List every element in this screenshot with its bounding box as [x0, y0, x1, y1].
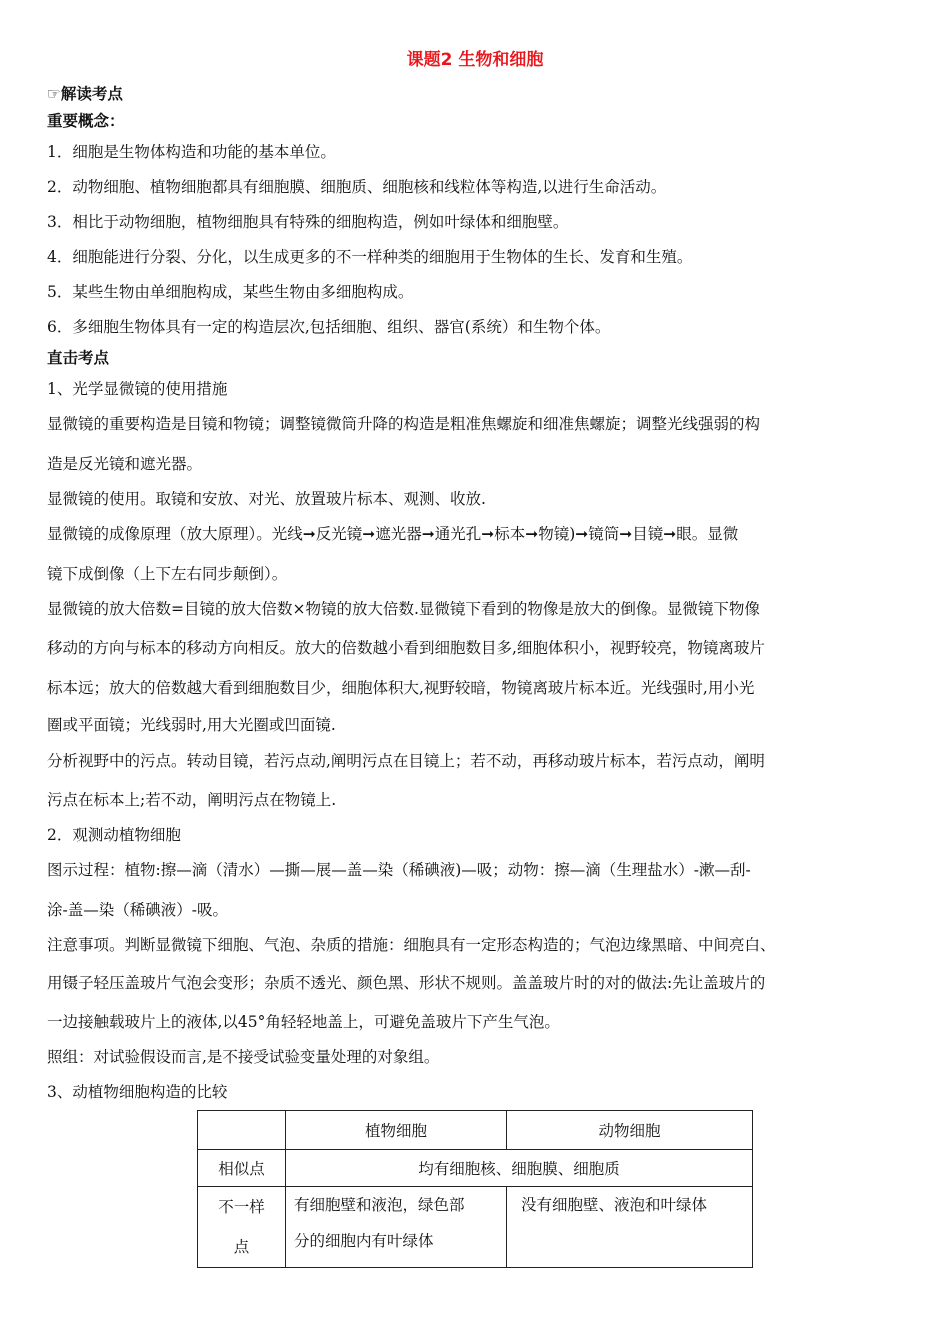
page-title: 课题2 生物和细胞: [406, 50, 544, 70]
point1-heading: 1、光学显微镜的使用措施: [47, 380, 228, 398]
concept-item: 4．细胞能进行分裂、分化，以生成更多的不一样种类的细胞用于生物体的生长、发育和生殖。: [47, 248, 693, 266]
table-cell-label: [198, 1187, 286, 1268]
paragraph-line: 显微镜的重要构造是目镜和物镜；调整镜微筒升降的构造是粗准焦螺旋和细准焦螺旋；调整光线强弱的构: [47, 415, 761, 433]
paragraph-line: 标本远；放大的倍数越大看到细胞数目少，细胞体积大,视野较暗，物镜离玻片标本近。光线强时,用小光: [47, 679, 755, 697]
section-read-heading: ☞解读考点: [47, 85, 123, 103]
table-cell-label: 相似点: [198, 1150, 286, 1187]
paragraph-line: 污点在标本上;若不动，阐明污点在物镜上.: [47, 791, 337, 809]
points-heading: 直击考点: [47, 349, 110, 367]
table-header-cell: [198, 1111, 286, 1150]
concept-item: 1．细胞是生物体构造和功能的基本单位。: [47, 143, 336, 161]
paragraph-line: 圈或平面镜；光线弱时,用大光圈或凹面镜.: [47, 716, 336, 734]
paragraph-line: 显微镜的使用。取镜和安放、对光、放置玻片标本、观测、收放.: [47, 490, 486, 508]
paragraph-line: 照组：对试验假设而言,是不接受试验变量处理的对象组。: [47, 1048, 440, 1066]
table-header-row: [198, 1111, 753, 1150]
comparison-table: [197, 1110, 753, 1268]
concept-item: 6．多细胞生物体具有一定的构造层次,包括细胞、组织、器官(系统）和生物个体。: [47, 318, 611, 336]
paragraph-line: 显微镜的成像原理（放大原理）。光线➞反光镜➞遮光器➞通光孔➞标本➞物镜)➞镜筒➞目镜➞眼。显微: [47, 525, 739, 543]
table-row: [198, 1150, 753, 1187]
table-row: [198, 1187, 753, 1268]
point2-heading: 2．观测动植物细胞: [47, 826, 181, 844]
table-cell-line: 有细胞壁和液泡，绿色部: [294, 1196, 465, 1214]
table-cell: 均有细胞核、细胞膜、细胞质: [286, 1150, 753, 1187]
concept-item: 5．某些生物由单细胞构成，某些生物由多细胞构成。: [47, 283, 414, 301]
table-cell: [286, 1187, 507, 1268]
paragraph-line: 注意事项。判断显微镜下细胞、气泡、杂质的措施：细胞具有一定形态构造的；气泡边缘黑暗、中间亮白、: [47, 936, 776, 954]
paragraph-line: 分析视野中的污点。转动目镜，若污点动,阐明污点在目镜上；若不动，再移动玻片标本，若污点动，阐明: [47, 752, 765, 770]
table-cell-line: 分的细胞内有叶绿体: [294, 1232, 434, 1250]
paragraph-line: 显微镜的放大倍数=目镜的放大倍数×物镜的放大倍数.显微镜下看到的物像是放大的倒像。显微镜下物像: [47, 600, 760, 618]
table-header-cell: 植物细胞: [286, 1111, 507, 1150]
paragraph-line: 涂-盖—染（稀碘液）-吸。: [47, 901, 228, 919]
table-cell: 没有细胞壁、液泡和叶绿体: [507, 1187, 753, 1268]
concepts-heading: 重要概念：: [47, 112, 125, 130]
paragraph-line: 镜下成倒像（上下左右同步颠倒）。: [47, 565, 288, 583]
paragraph-line: 移动的方向与标本的移动方向相反。放大的倍数越小看到细胞数目多,细胞体积小，视野较亮，物镜离玻片: [47, 639, 765, 657]
concept-item: 2．动物细胞、植物细胞都具有细胞膜、细胞质、细胞核和线粒体等构造,以进行生命活动。: [47, 178, 667, 196]
paragraph-line: 造是反光镜和遮光器。: [47, 455, 203, 473]
concept-item: 3．相比于动物细胞，植物细胞具有特殊的细胞构造，例如叶绿体和细胞壁。: [47, 213, 569, 231]
paragraph-line: 用镊子轻压盖玻片气泡会变形；杂质不透光、颜色黑、形状不规则。盖盖玻片时的对的做法:先让盖玻片的: [47, 974, 766, 992]
paragraph-line: 一边接触载玻片上的液体,以45°角轻轻地盖上，可避免盖玻片下产生气泡。: [47, 1013, 560, 1031]
paragraph-line: 图示过程：植物:擦—滴（清水）—撕—展—盖—染（稀碘液)—吸；动物：擦—滴（生理盐水）-漱—刮-: [47, 861, 751, 879]
point3-heading: 3、动植物细胞构造的比较: [47, 1083, 228, 1101]
table-cell-label-line: 不一样: [218, 1198, 265, 1216]
table-header-cell: 动物细胞: [507, 1111, 753, 1150]
table-cell-label-line: 点: [233, 1238, 250, 1256]
